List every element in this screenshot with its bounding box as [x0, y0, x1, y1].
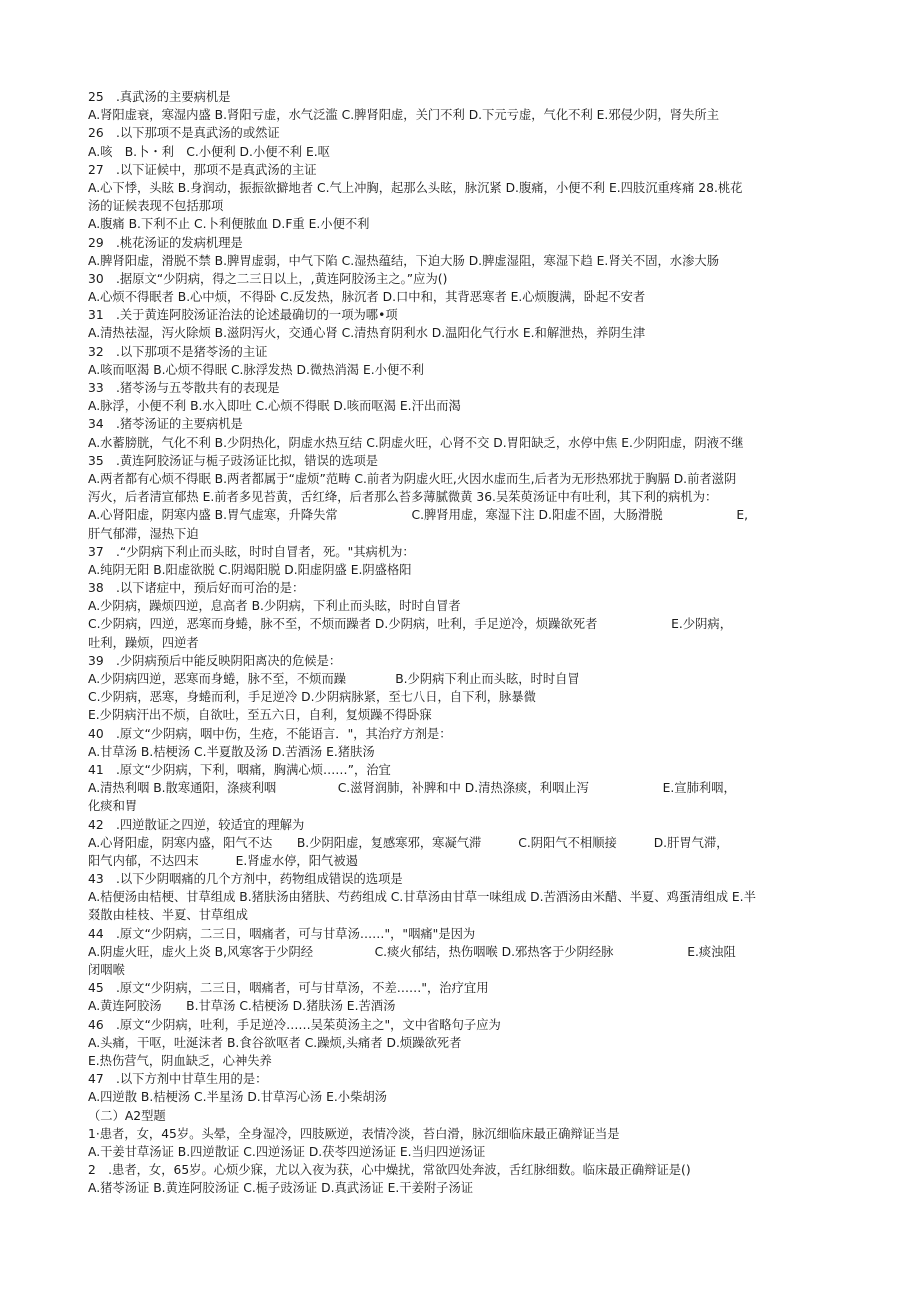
text-line: A.肾阳虚衰，寒湿内盛 B.肾阳亏虚，水气泛滥 C.脾肾阳虚，关门不利 D.下元亏虚，气化不利 E.邪侵少阴，肾失所主 [88, 108, 719, 123]
text-line: A.清热祛湿，泻火除烦 B.滋阴泻火，交通心肾 C.清热育阴利水 D.温阳化气行水 E.和解泄热，养阴生津 [88, 326, 646, 341]
text-line: E.热伤营气，阴血缺乏，心神失养 [88, 1053, 272, 1068]
text-line: 41 .原文“少阴病，下利，咽痛，胸满心烦……”，治宜 [88, 762, 391, 777]
text-line: 38 .以下诸症中，预后好而可治的是： [88, 581, 305, 596]
text-line: 29 .桃花汤证的发病机理是 [88, 235, 243, 250]
text-line: 33 .猪苓汤与五苓散共有的表现是 [88, 381, 280, 395]
text-line: A.心下悸，头眩 B.身润动，振振欲擗地者 C.气上冲胸，起那么头眩，脉沉紧 D.腹痛，小便不利 E.四肢沉重疼痛 28.桃花 [88, 180, 743, 195]
text-line: 43 .以下少阴咽痛的几个方剂中，药物组成错误的选项是 [88, 872, 403, 887]
text-line: A.心肾阳虚，阴寒内盛，阳气不达 B.少阴阳虚，复感寒邪，寒凝气滞 C.阴阳气不相顺接 D.肝胃气滞， [88, 835, 729, 850]
text-line: 27 .以下证候中，那项不是真武汤的主证 [88, 162, 317, 177]
text-line: 肝气郁滞，湿热下迫 [88, 526, 199, 541]
text-line: （二）A2型题 [88, 1108, 166, 1123]
text-line: A.桔便汤由桔梗、甘草组成 B.猪肤汤由猪肤、芍药组成 C.甘草汤由甘草一味组成 D.苦酒汤由米醋、半夏、鸡蛋清组成 E.半 [88, 890, 756, 905]
text-line: A.脾肾阳虚，滑脱不禁 B.脾胃虚弱，中气下陷 C.湿热蕴结，下迫大肠 D.脾虚湿阻，寒湿下趋 E.肾关不固，水渗大肠 [88, 253, 719, 268]
text-line: 2 .患者，女，65岁。心烦少寐，尤以入夜为获，心中燥扰，常欲四处奔波，舌红脉细数。临床最正确辩证是() [88, 1163, 691, 1178]
text-line: A.纯阴无阳 B.阳虚欲脱 C.阴竭阳脱 D.阳虚阴盛 E.阴盛格阳 [88, 562, 412, 577]
text-line: 阳气内郁，不达四末 E.肾虚水停，阳气被遏 [88, 853, 358, 868]
text-line: 32 .以下那项不是猪苓汤的主证 [88, 344, 268, 359]
text-line: A.心烦不得眠者 B.心中烦，不得卧 C.反发热，脉沉者 D.口中和，其背恶寒者 E.心烦腹满，卧起不安者 [88, 290, 646, 305]
text-line: A.黄连阿胶汤 B.甘草汤 C.桔梗汤 D.猪肤汤 E.苦酒汤 [88, 999, 396, 1014]
text-line: A.清热利咽 B.散寒通阳，涤痰利咽 C.滋肾润肺，补脾和中 D.清热涤痰，利咽止泻 E.宣肺利咽， [88, 781, 736, 796]
text-line: 42 .四逆散证之四逆，较适宜的理解为 [88, 817, 305, 832]
text-line: 化痰和胃 [88, 799, 138, 814]
text-line: C.少阴病，恶寒，身蜷而利，手足逆冷 D.少阴病脉紧，至七八日，自下利，脉暴微 [88, 690, 536, 705]
text-line: A.少阴病，躁烦四逆，息高者 B.少阴病，下利止而头眩，时时自冒者 [88, 599, 461, 614]
text-line: 47 .以下方剂中甘草生用的是： [88, 1072, 268, 1087]
text-line: A.咳而呕渴 B.心烦不得眠 C.脉浮发热 D.微热消渴 E.小便不利 [88, 362, 424, 377]
text-line: A.干姜甘草汤证 B.四逆散证 C.四逆汤证 D.茯苓四逆汤证 E.当归四逆汤证 [88, 1144, 486, 1159]
text-line: A.两者都有心烦不得眠 B.两者都属于“虚烦”范畴 C.前者为阴虚火旺,火因水虚而生,后者为无形热邪扰于胸膈 D.前者滋阴 [88, 471, 737, 486]
text-line: 37 .“少阴病下利止而头眩，时时自冒者，死。"其病机为： [88, 544, 415, 559]
text-line: A.猪苓汤证 B.黄连阿胶汤证 C.栀子豉汤证 D.真武汤证 E.干姜附子汤证 [88, 1181, 474, 1196]
text-line: 31 .关于黄连阿胶汤证治法的论述最确切的一项为哪•项 [88, 308, 398, 323]
text-line: A.咳 B.卜・利 C.小便利 D.小便不利 E.呕 [88, 144, 330, 159]
text-line: A.脉浮，小便不利 B.水入即吐 C.心烦不得眠 D.咳而呕渴 E.汗出而渴 [88, 399, 461, 414]
text-line: 39 .少阴病预后中能反映阴阳离决的危候是： [88, 653, 342, 668]
text-line: A.少阴病四逆，恶寒而身蜷，脉不至，不烦而躁 B.少阴病下利止而头眩，时时自冒 [88, 672, 580, 686]
text-line: 46 .原文“少阴病，吐利，手足逆冷……吴茱萸汤主之"，文中省略句子应为 [88, 1017, 501, 1032]
text-line: C.少阴病，四逆，恶寒而身蜷，脉不至，不烦而躁者 D.少阴病，吐利，手足逆冷，烦躁欲死者 E.少阴病， [88, 617, 733, 632]
text-line: 1·患者，女，45岁。头晕，全身湿冷，四肢厥逆，表情冷淡，苔白滑，脉沉细临床最正确辩证当是 [88, 1126, 620, 1141]
text-line: A.阴虚火旺，虚火上炎 B,风寒客于少阴经 C.痰火郁结，热伤咽喉 D.邪热客于少阴经脉 E.痰浊阻 [88, 944, 736, 959]
text-line: A.甘草汤 B.桔梗汤 C.半夏散及汤 D.苦酒汤 E.猪肤汤 [88, 744, 375, 759]
document-page [88, 88, 826, 1197]
text-line: 35 .黄连阿胶汤证与栀子豉汤证比拟，错误的选项是 [88, 453, 379, 468]
text-line: 30 .据原文“少阴病，得之二三日以上，,黄连阿胶汤主之。”应为() [88, 271, 448, 286]
text-line: 26 .以下那项不是真武汤的或然证 [88, 126, 280, 141]
text-line: 吐利，躁烦，四逆者 [88, 635, 199, 650]
text-line: A.头痛，干呕，吐涎沫者 B.食谷欲呕者 C.躁烦,头痛者 D.烦躁欲死者 [88, 1035, 462, 1050]
text-line: 34 .猪苓汤证的主要病机是 [88, 417, 243, 432]
text-line: 叕散由桂枝、半夏、甘草组成 [88, 908, 248, 923]
text-line: 泻火，后者清宣郁热 E.前者多见苔黄，舌红绛，后者那么苔多薄腻微黄 36.吴茱萸汤证中有吐利，其下利的病机为： [88, 490, 718, 505]
text-line: 45 .原文“少阴病，二三日，咽痛者，可与甘草汤，不差……"，治疗宜用 [88, 981, 489, 996]
text-line: A.心肾阳虚，阴寒内盛 B.胃气虚寒，升降失常 C.脾肾用虚，寒湿下注 D.阳虚不固，大肠滑脱 E, [88, 508, 749, 523]
text-line: 闭咽喉 [88, 963, 125, 977]
text-line: 汤的证候表现不包括那项 [88, 199, 224, 214]
text-line: 44 .原文“少阴病，二三日，咽痛者，可与甘草汤……"，"咽痛"是因为 [88, 926, 476, 941]
text-line: 40 .原文“少阴病，咽中伤，生疮，不能语言．"，其治疗方剂是： [88, 726, 452, 741]
text-line: A.四逆散 B.桔梗汤 C.半星汤 D.甘草泻心汤 E.小柴胡汤 [88, 1090, 387, 1105]
text-line: A.水蓄膀胱，气化不利 B.少阴热化，阴虚水热互结 C.阴虚火旺，心肾不交 D.胃阳缺乏，水停中焦 E.少阴阳虚，阴液不继 [88, 435, 744, 450]
text-line: E.少阴病汗出不烦，自欲吐，至五六日，自利，复烦躁不得卧寐 [88, 708, 432, 723]
text-line: 25 .真武汤的主要病机是 [88, 90, 231, 104]
text-line: A.腹痛 B.下利不止 C.卜利便脓血 D.F重 E.小便不利 [88, 217, 370, 232]
